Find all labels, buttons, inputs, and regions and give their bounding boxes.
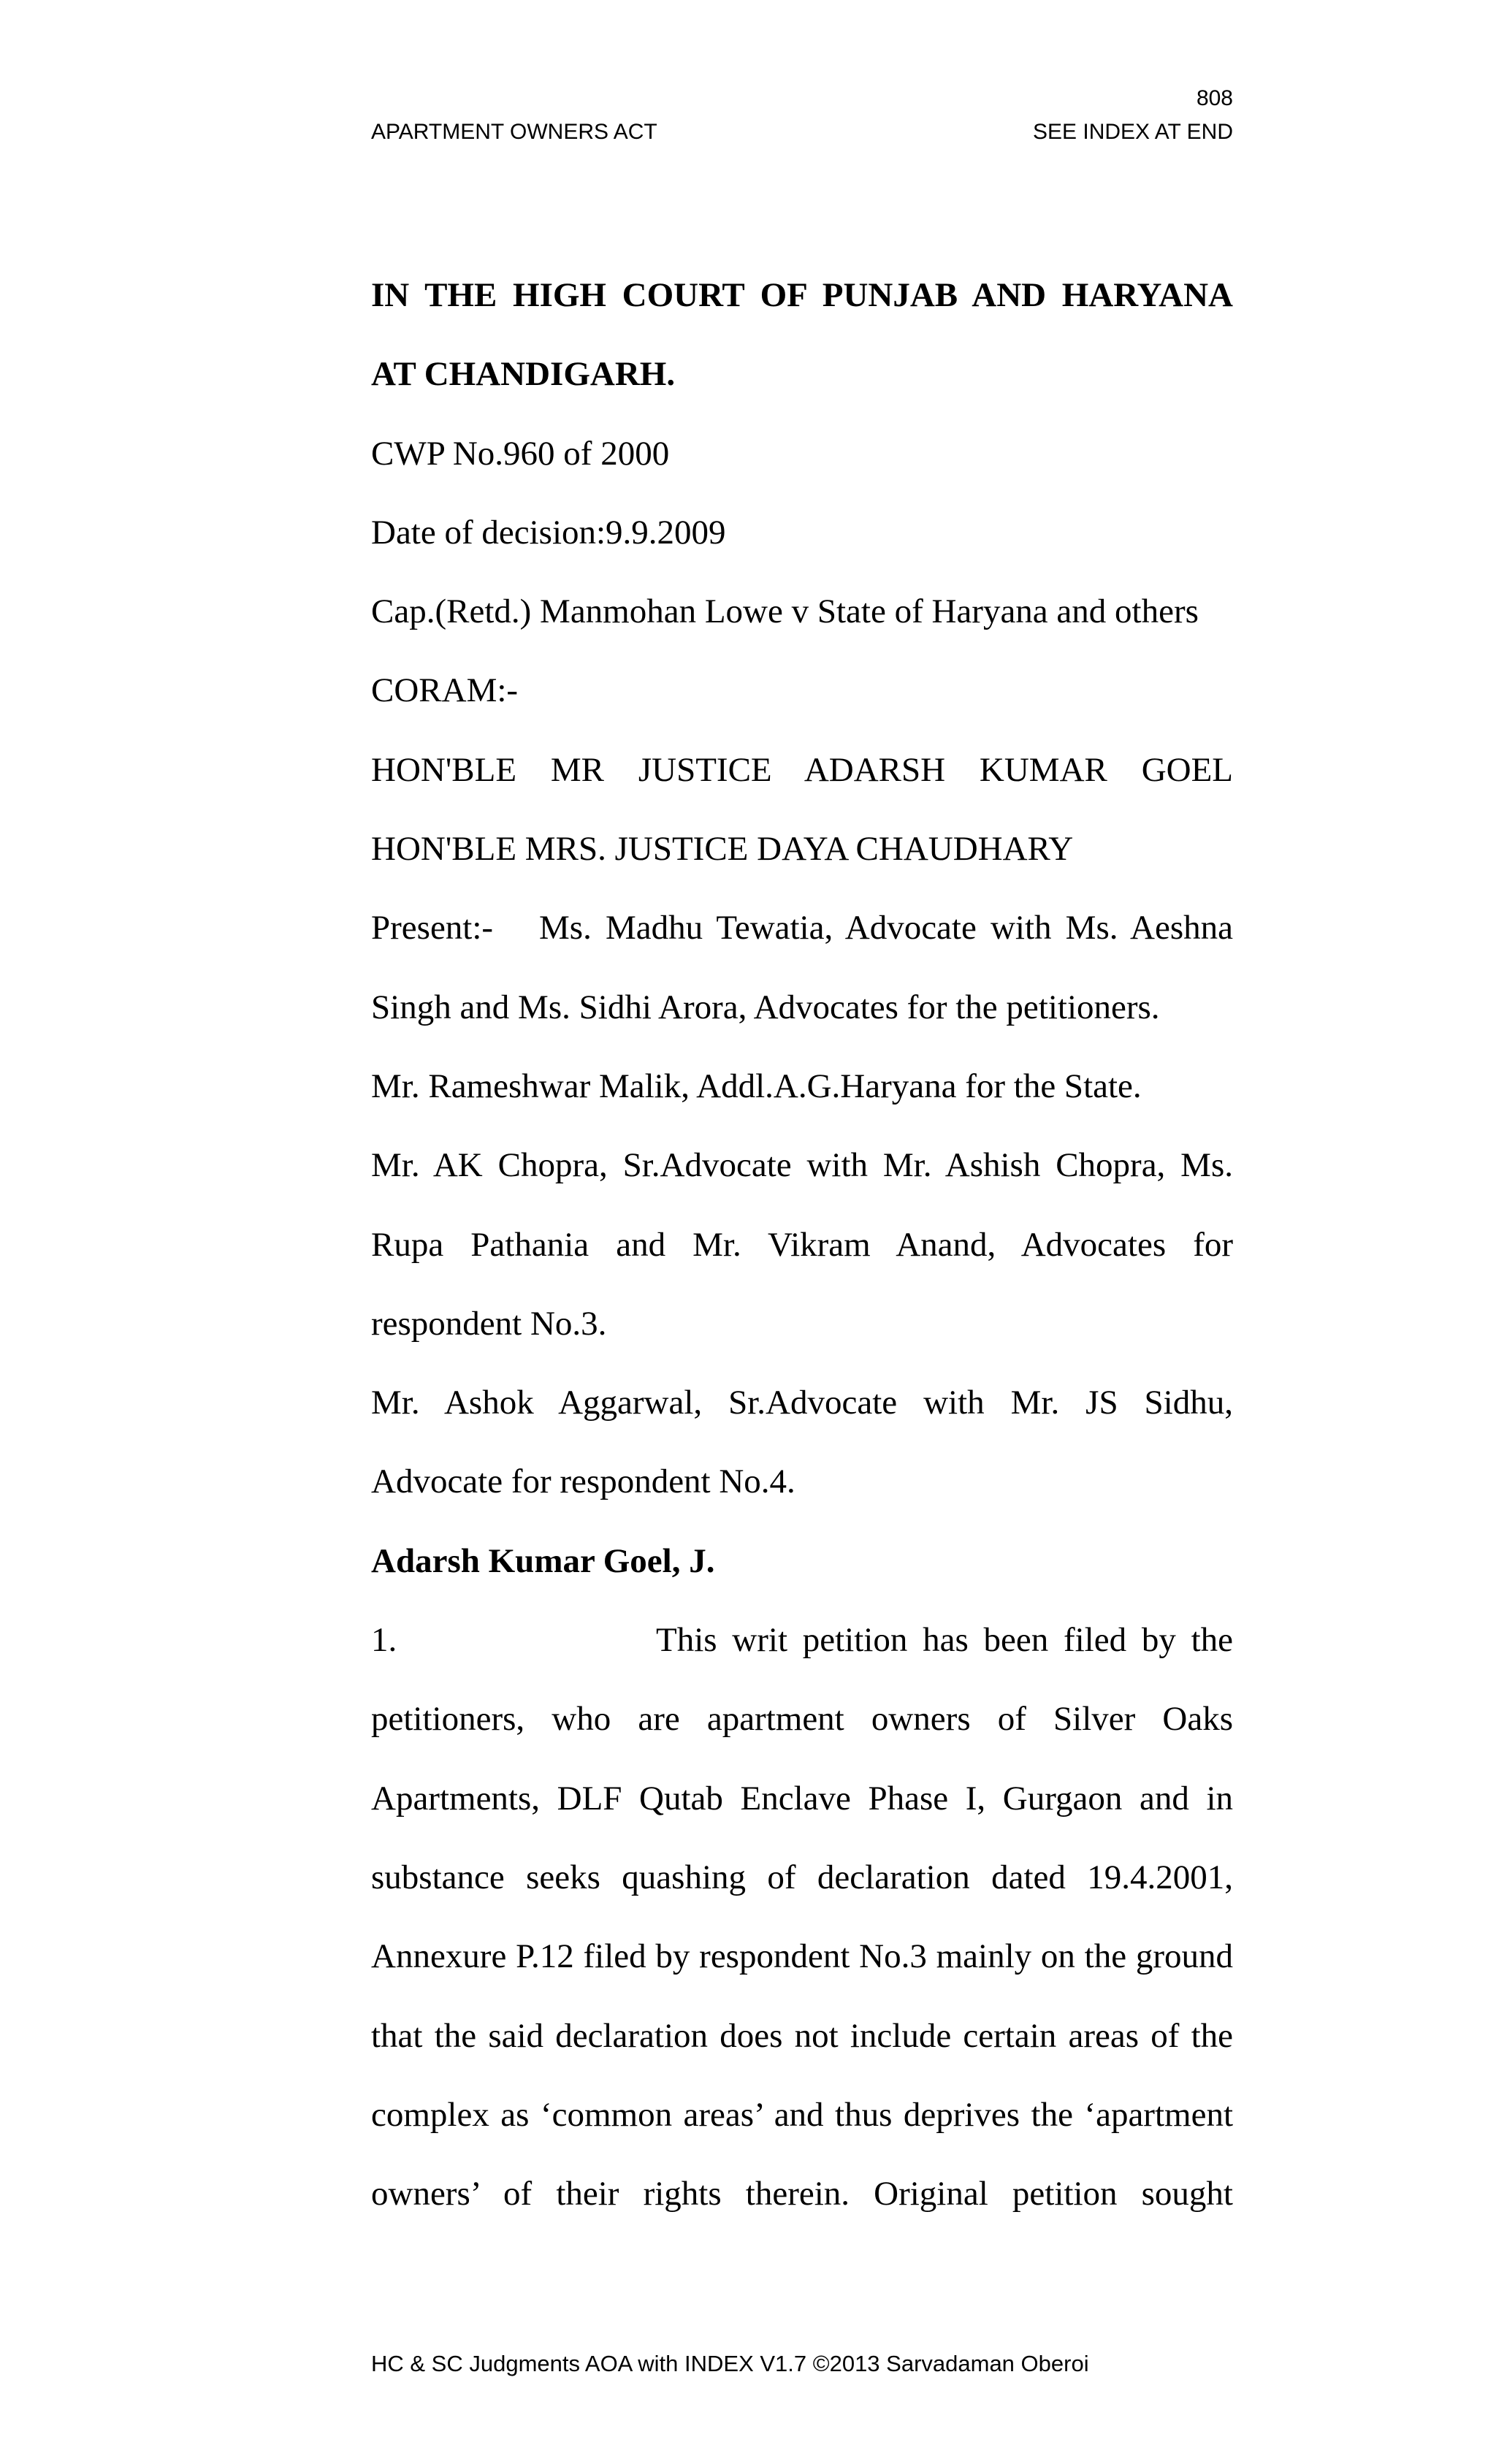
judge-2: HON'BLE MRS. JUSTICE DAYA CHAUDHARY [371,830,1074,869]
court-name-line-1: IN THE HIGH COURT OF PUNJAB AND HARYANA [371,276,1233,314]
present-line: respondent No.3. [371,1304,607,1343]
present-line: Mr. Ashok Aggarwal, Sr.Advocate with Mr. JS Sidhu, [371,1384,1233,1422]
present-line-1 [371,888,1233,967]
decision-date: Date of decision:9.9.2009 [371,513,726,552]
page-number: 808 [1196,86,1233,110]
court-name-line-2: AT CHANDIGARH. [371,355,676,394]
running-header-right: SEE INDEX AT END [1033,120,1233,144]
present-line: Mr. Rameshwar Malik, Addl.A.G.Haryana for the State. [371,1067,1142,1105]
paragraph-first-line [371,1601,1233,1679]
paragraph-line: petitioners, who are apartment owners of Silver Oaks [371,1700,1233,1739]
present-line: Advocate for respondent No.4. [371,1462,795,1501]
present-line: Singh and Ms. Sidhi Arora, Advocates for the petitioners. [371,988,1160,1026]
paragraph-line: Annexure P.12 filed by respondent No.3 mainly on the ground [371,1937,1233,1976]
judgment-body [371,256,1233,2233]
judgment-author: Adarsh Kumar Goel, J. [371,1541,715,1580]
paragraph-line: substance seeks quashing of declaration dated 19.4.2001, [371,1858,1233,1896]
present-label: Present:- [371,909,494,947]
case-title: Cap.(Retd.) Manmohan Lowe v State of Haryana and others [371,592,1199,631]
present-line: Mr. AK Chopra, Sr.Advocate with Mr. Ashish Chopra, Ms. [371,1146,1233,1185]
present-line: Rupa Pathania and Mr. Vikram Anand, Advocates for [371,1225,1233,1264]
case-number: CWP No.960 of 2000 [371,434,670,473]
paragraph-line: owners’ of their rights therein. Original petition sought [371,2175,1233,2213]
present-text: Ms. Madhu Tewatia, Advocate with Ms. Aeshna [539,909,1233,947]
paragraph-line: complex as ‘common areas’ and thus deprives the ‘apartment [371,2095,1233,2134]
paragraph-number: 1. [371,1621,397,1660]
coram-label: CORAM:- [371,671,519,710]
running-header-left: APARTMENT OWNERS ACT [371,120,657,144]
judge-1: HON'BLE MR JUSTICE ADARSH KUMAR GOEL [371,750,1233,789]
paragraph-line: Apartments, DLF Qutab Enclave Phase I, Gurgaon and in [371,1779,1233,1818]
paragraph-line: that the said declaration does not include certain areas of the [371,2016,1233,2055]
paragraph-text: This writ petition has been filed by the [656,1621,1233,1660]
page-footer: HC & SC Judgments AOA with INDEX V1.7 ©2013 Sarvadaman Oberoi [371,2351,1089,2376]
